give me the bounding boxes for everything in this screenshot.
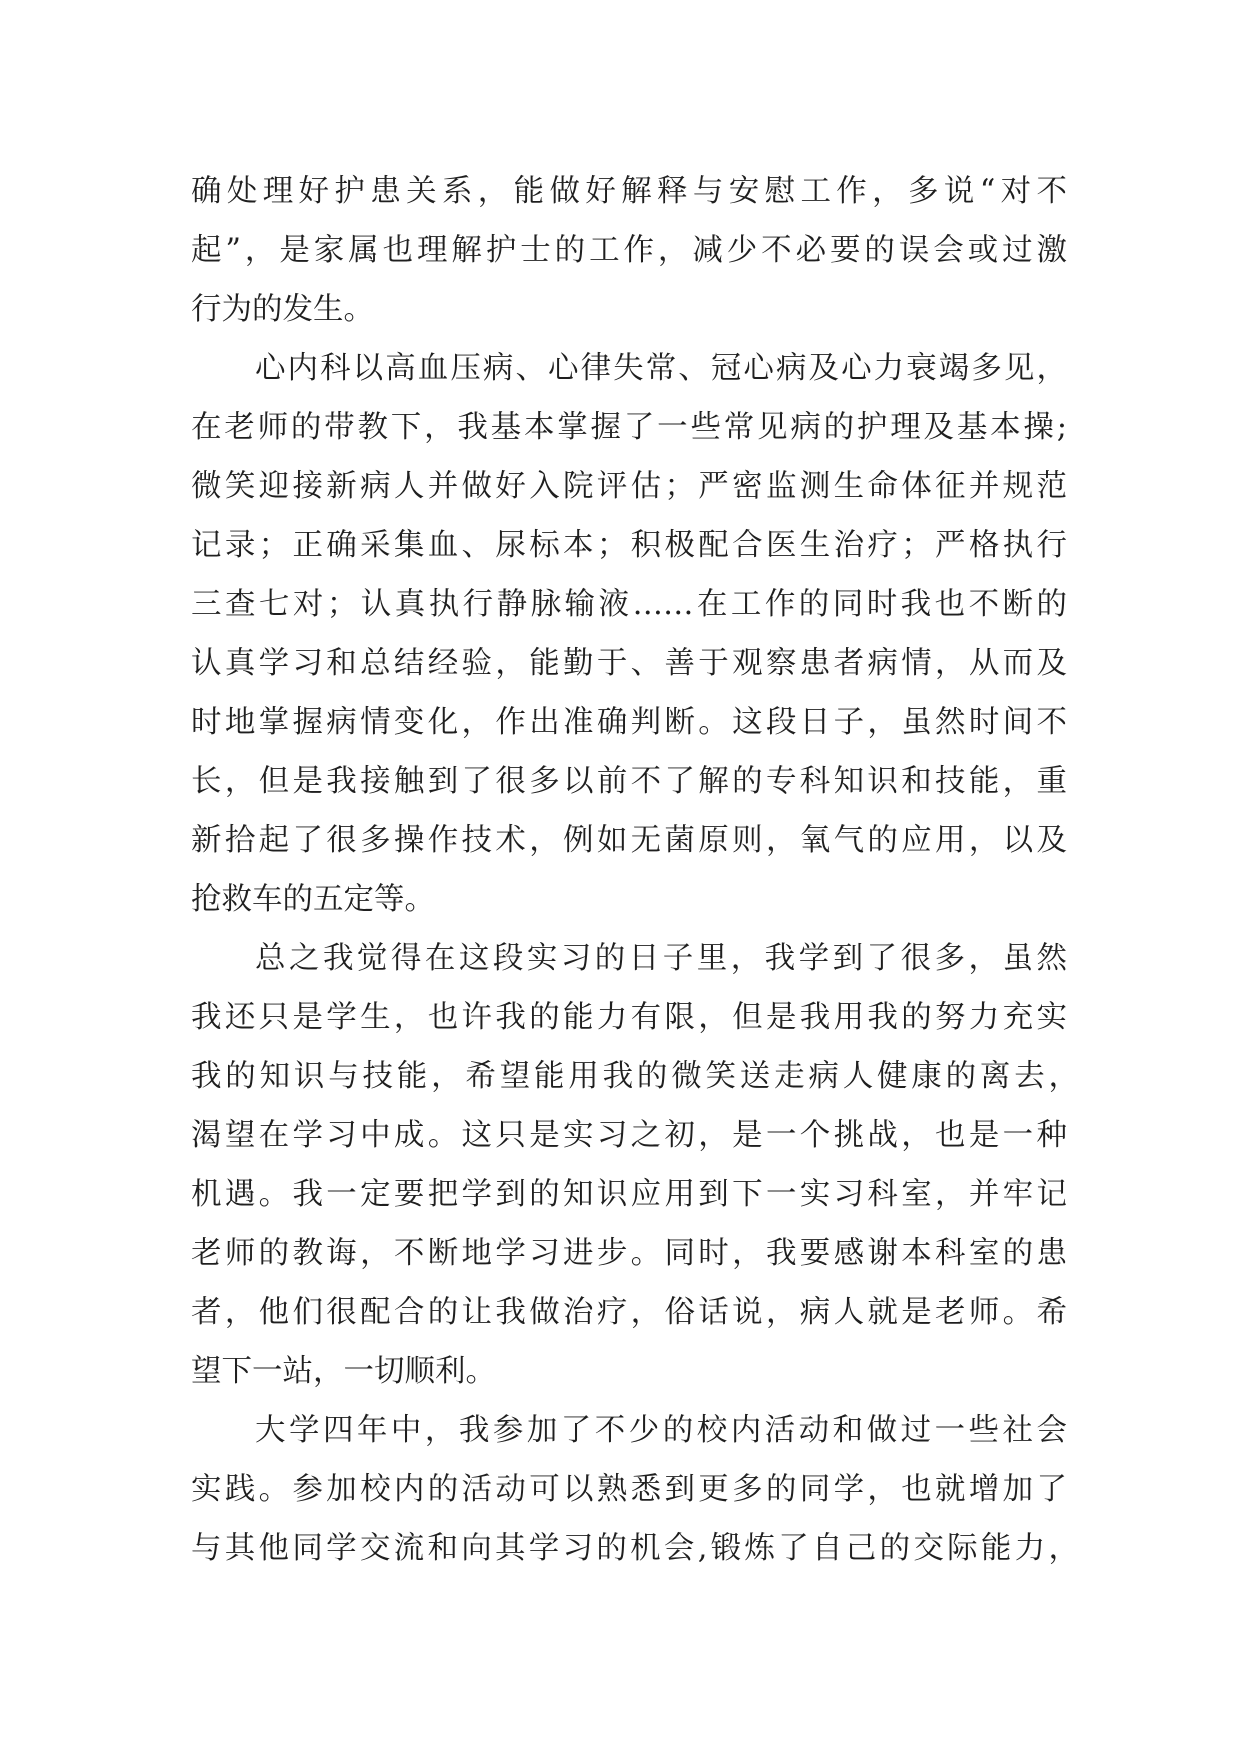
text-line: 在老师的带教下，我基本掌握了一些常见病的护理及基本操;: [191, 410, 1067, 445]
text-line: 与其他同学交流和向其学习的机会,锻炼了自己的交际能力，: [191, 1531, 1079, 1566]
text-line: 起”，是家属也理解护士的工作，减少不必要的误会或过激: [191, 233, 1067, 268]
text-line: 老师的教诲，不断地学习进步。同时，我要感谢本科室的患: [191, 1236, 1067, 1271]
text-line: 新拾起了很多操作技术，例如无菌原则，氧气的应用，以及: [191, 823, 1067, 858]
text-line: 实践。参加校内的活动可以熟悉到更多的同学，也就增加了: [191, 1472, 1067, 1507]
text-line: 长，但是我接触到了很多以前不了解的专科知识和技能，重: [191, 764, 1067, 799]
text-line: 抢救车的五定等。: [191, 882, 435, 917]
paragraph-first-line: 大学四年中，我参加了不少的校内活动和做过一些社会: [255, 1413, 1067, 1448]
text-line: 时地掌握病情变化，作出准确判断。这段日子，虽然时间不: [191, 705, 1067, 740]
text-line: 认真学习和总结经验，能勤于、善于观察患者病情，从而及: [191, 646, 1067, 681]
text-line: 微笑迎接新病人并做好入院评估；严密监测生命体征并规范: [191, 469, 1067, 504]
document-body: [191, 162, 1079, 1578]
text-line: 记录；正确采集血、尿标本；积极配合医生治疗；严格执行: [191, 528, 1067, 563]
text-line: 三查七对；认真执行静脉输液……在工作的同时我也不断的: [191, 587, 1067, 622]
text-line: 行为的发生。: [191, 292, 374, 327]
text-line: 确处理好护患关系，能做好解释与安慰工作，多说“对不: [191, 174, 1067, 209]
text-line: 我还只是学生，也许我的能力有限，但是我用我的努力充实: [191, 1000, 1067, 1035]
text-line: 渴望在学习中成。这只是实习之初，是一个挑战，也是一种: [191, 1118, 1067, 1153]
text-line: 我的知识与技能，希望能用我的微笑送走病人健康的离去，: [191, 1059, 1079, 1094]
text-line: 望下一站，一切顺利。: [191, 1354, 496, 1389]
paragraph-first-line: 总之我觉得在这段实习的日子里，我学到了很多，虽然: [255, 941, 1067, 976]
text-line: 机遇。我一定要把学到的知识应用到下一实习科室，并牢记: [191, 1177, 1067, 1212]
text-line: 者，他们很配合的让我做治疗，俗话说，病人就是老师。希: [191, 1295, 1067, 1330]
paragraph-first-line: 心内科以高血压病、心律失常、冠心病及心力衰竭多见，: [255, 351, 1067, 386]
